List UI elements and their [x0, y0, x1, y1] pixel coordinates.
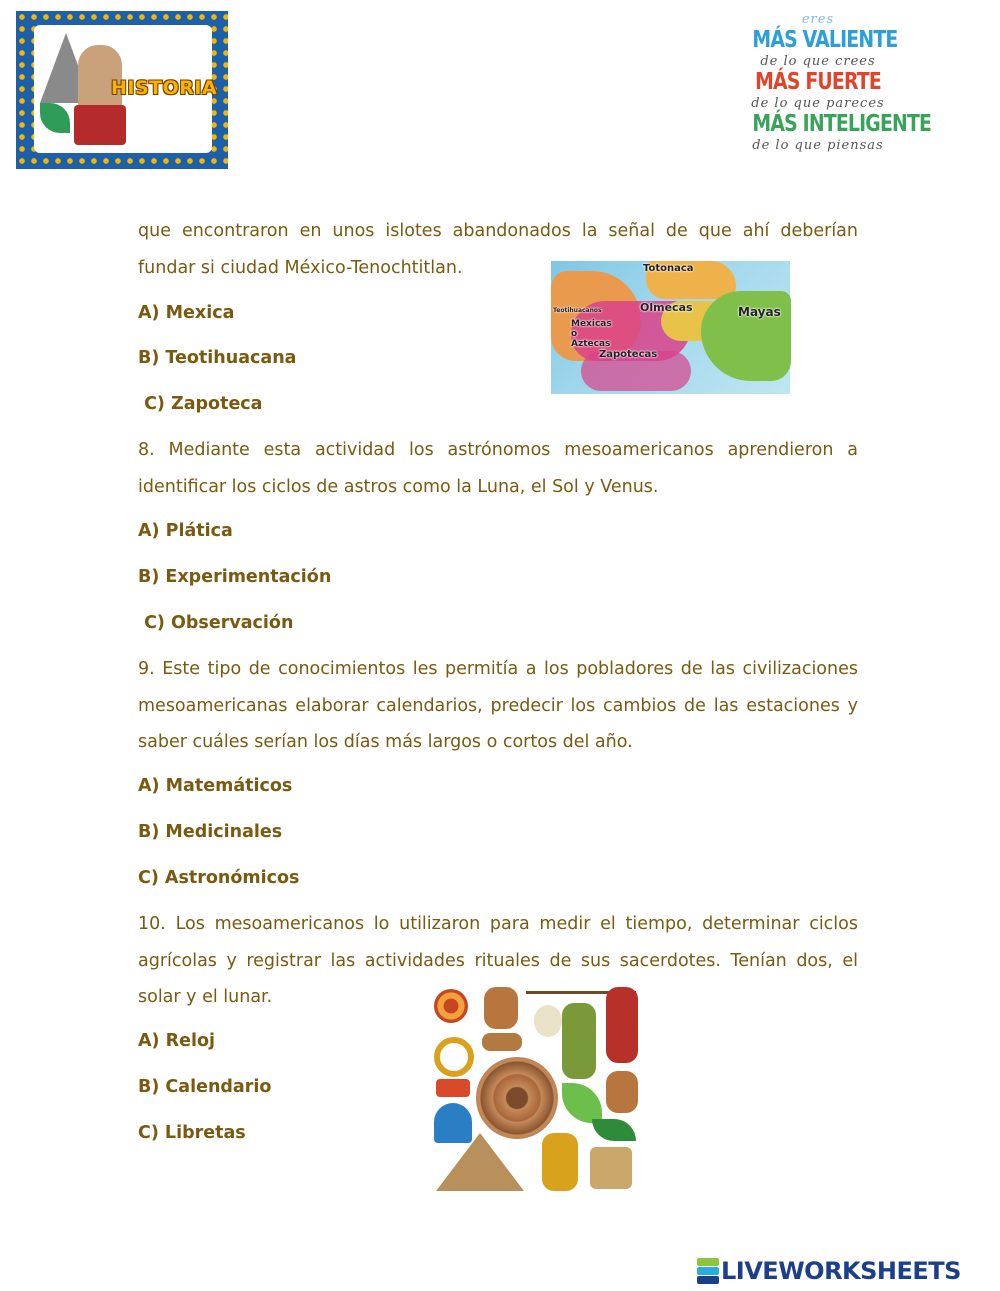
option-9a: A) Matemáticos [138, 776, 293, 796]
question10-text: 10. Los mesoamericanos lo utilizaron para medir el tiempo, determinar ciclos agrícolas y registrar las actividades rituales de sus sacerdotes. Tenían dos, el solar y el lunar. [138, 914, 858, 1007]
question7-text: que encontraron en unos islotes abandonados la señal de que ahí deberían fundar si ciudad México-Tenochtitlan. [138, 221, 858, 278]
map-label-teotihuacanos: Teotihuacanos [553, 307, 602, 314]
option-7c: C) Zapoteca [138, 394, 263, 414]
map-label-totonaca: Totonaca [643, 263, 694, 274]
feather-band-icon [436, 1079, 470, 1097]
tiki-mask-icon [542, 1133, 578, 1191]
map-label-zapotecas: Zapotecas [599, 349, 658, 360]
option-7b: B) Teotihuacana [138, 348, 297, 368]
option-8b: B) Experimentación [138, 567, 332, 587]
map-label-mexicas: Mexicas o Aztecas [571, 319, 612, 349]
poster-line-3: MÁS FUERTE [755, 69, 881, 95]
sun-icon [434, 989, 468, 1023]
poster-line-5: MÁS INTELIGENTE [752, 111, 932, 137]
liveworksheets-badge-icon [697, 1258, 719, 1284]
poster-lines [738, 0, 932, 153]
logo-text: LIVEWORKSHEETS [721, 1257, 961, 1285]
option-8c: C) Observación [138, 613, 294, 633]
option-8a: A) Plática [138, 521, 233, 541]
option-9b: B) Medicinales [138, 822, 283, 842]
pyramid-icon [436, 1133, 524, 1191]
option-10a: A) Reloj [138, 1031, 215, 1051]
mask-icon-2 [606, 1071, 638, 1113]
map-label-mayas: Mayas [738, 305, 781, 319]
question9-text: 9. Este tipo de conocimientos les permitía a los pobladores de las civilizaciones mesoamericanas elaborar calendarios, predecir los cambios de las estaciones y saber cuáles serían los días más largos o cortos del año. [138, 659, 858, 752]
option-7a: A) Mexica [138, 303, 235, 323]
gold-ornament-icon [434, 1037, 474, 1077]
relic-icon [482, 1033, 522, 1051]
motivational-poster [738, 0, 932, 215]
option-10b: B) Calendario [138, 1077, 272, 1097]
poster-line-2: de lo que crees [738, 54, 898, 69]
question8-text: 8. Mediante esta actividad los astrónomos mesoamericanos aprendieron a identificar los ciclos de astros como la Luna, el Sol y Venus. [138, 440, 858, 497]
option-10c: C) Libretas [138, 1123, 246, 1143]
aztec-collage-image [430, 983, 642, 1196]
map-label-olmecas: Olmecas [640, 301, 693, 314]
poster-line-6: de lo que piensas [738, 138, 898, 153]
poster-line-4: de lo que pareces [738, 96, 898, 111]
glyph-icon [590, 1147, 632, 1189]
mesoamerica-map-image [551, 261, 790, 394]
skull-icon [534, 1005, 562, 1037]
leaf-icon [592, 1119, 636, 1141]
poster-line-0: eres [738, 12, 898, 27]
palm-icon [562, 1083, 602, 1123]
liveworksheets-logo[interactable] [697, 1256, 961, 1286]
aztec-calendar-icon [476, 1057, 558, 1139]
historia-logo [16, 11, 228, 169]
warrior-icon [606, 987, 638, 1063]
mask-icon [484, 987, 518, 1029]
totem-icon [562, 1003, 596, 1079]
poster-line-1: MÁS VALIENTE [752, 27, 898, 53]
badge-title: HISTORIA [111, 77, 218, 99]
option-9c: C) Astronómicos [138, 868, 300, 888]
